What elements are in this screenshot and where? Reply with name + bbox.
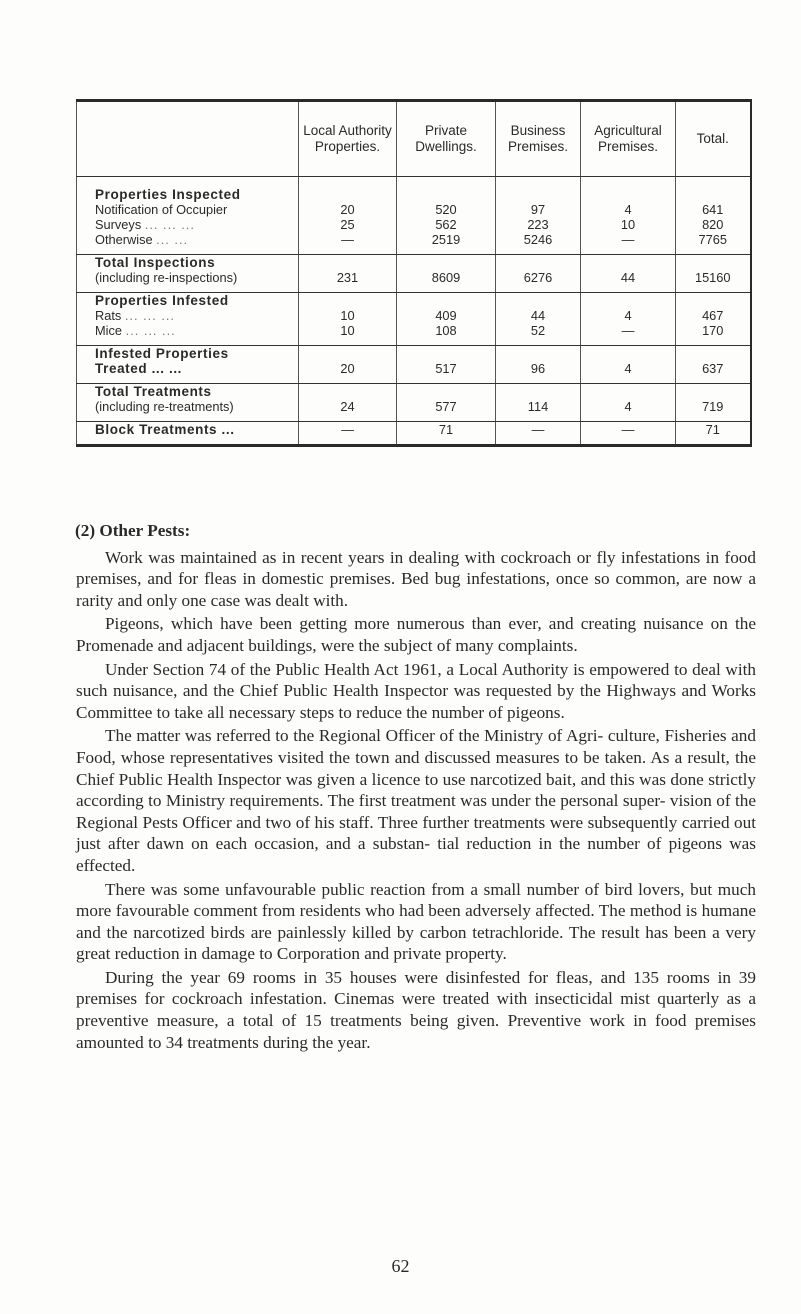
group-title: Infested Properties bbox=[95, 346, 229, 361]
row-label-text: Rats bbox=[95, 308, 122, 323]
cell-value: 15160 bbox=[694, 270, 731, 285]
cell-value: 20 bbox=[340, 202, 355, 217]
value-cell bbox=[397, 293, 496, 346]
cell-value: 8609 bbox=[431, 270, 461, 285]
row-label-cell bbox=[77, 177, 299, 255]
value-cell bbox=[299, 346, 397, 384]
cell-value: — bbox=[531, 422, 545, 437]
cell-value: 96 bbox=[530, 361, 546, 376]
value-cell bbox=[299, 293, 397, 346]
value-cell bbox=[676, 346, 751, 384]
cell-value: 114 bbox=[527, 399, 549, 414]
value-cell bbox=[581, 384, 676, 422]
paragraph: There was some unfavourable public reaction from a small number of bird lovers, but much more favourable comment from residents who had been adversely affected. The method is humane and the narcotized birds are painlessly killed by carbon tetrachloride. The result has been a very great reduction in damage to Corporation and private property. bbox=[76, 879, 756, 964]
paragraph: Pigeons, which have been getting more numerous than ever, and creating nuisance on the Promenade and adjacent buildings, were the subject of many complaints. bbox=[76, 614, 756, 655]
value-cell bbox=[676, 293, 751, 346]
value-cell bbox=[581, 255, 676, 293]
value-cell bbox=[496, 293, 581, 346]
group-title: Total Treatments bbox=[95, 384, 212, 399]
cell-value: 562 bbox=[435, 217, 457, 232]
cell-value: — bbox=[341, 422, 354, 437]
table-row bbox=[77, 255, 751, 293]
cell-value: 24 bbox=[340, 399, 355, 414]
cell-value: 71 bbox=[705, 422, 720, 437]
value-cell bbox=[676, 384, 751, 422]
cell-value: 820 bbox=[702, 217, 724, 232]
column-header: Local Authority Properties. bbox=[299, 101, 397, 177]
cell-value: 10 bbox=[620, 217, 636, 232]
row-label bbox=[95, 202, 294, 217]
row-label-text: (including re-treatments) bbox=[95, 399, 234, 414]
column-header: Total. bbox=[676, 101, 751, 177]
cell-value: 44 bbox=[620, 270, 636, 285]
table-row bbox=[77, 293, 751, 346]
value-cell bbox=[397, 384, 496, 422]
row-label-cell bbox=[77, 346, 299, 384]
group-title: Total Inspections bbox=[95, 255, 216, 270]
paragraph: Under Section 74 of the Public Health Act 1961, a Local Authority is empowered to deal with such nuisance, and the Chief Public Health Inspector was requested by the Highways and Works Committee to take all necessary steps to reduce the number of pigeons. bbox=[76, 659, 756, 722]
value-cell bbox=[581, 293, 676, 346]
column-header: Business Premises. bbox=[496, 101, 581, 177]
cell-value: 520 bbox=[435, 202, 457, 217]
row-label-text: (including re-inspections) bbox=[95, 270, 238, 285]
row-label bbox=[95, 270, 294, 285]
cell-value: 10 bbox=[340, 308, 355, 323]
cell-value: 231 bbox=[336, 270, 359, 285]
paragraph: The matter was referred to the Regional Officer of the Ministry of Agri- culture, Fisheries and Food, whose representatives visited the town and discussed measures to be taken. As a result, the Chief Public Health Inspector was given a licence to use narcotized bait, and this was done strictly according to Ministry requirements. The first treatment was under the personal super- vision of the Regional Pests Officer and two of his staff. Three further treatments were subsequently carried out just after dawn on each occasion, and a substan- tial reduction in the number of pigeons was effected. bbox=[76, 726, 756, 875]
cell-value: 637 bbox=[702, 361, 724, 376]
value-cell bbox=[496, 422, 581, 446]
pest-control-table bbox=[76, 99, 752, 447]
other-pests-section bbox=[76, 520, 756, 1055]
paragraph: Work was maintained as in recent years in dealing with cockroach or fly infestations in food premises, and for fleas in domestic premises. Bed bug infestations, once so common, are now a rarity and only one case was dealt with. bbox=[76, 547, 756, 610]
row-label-cell bbox=[77, 422, 299, 446]
row-label-text: Otherwise bbox=[95, 232, 153, 247]
cell-value: 108 bbox=[435, 323, 457, 338]
cell-value: — bbox=[621, 323, 635, 338]
value-cell bbox=[299, 422, 397, 446]
row-label bbox=[95, 232, 294, 247]
table-row bbox=[77, 177, 751, 255]
pest-control-table-container bbox=[76, 99, 750, 447]
value-cell bbox=[496, 255, 581, 293]
cell-value: 20 bbox=[340, 361, 355, 376]
cell-value: 52 bbox=[530, 323, 546, 338]
cell-value: — bbox=[621, 422, 635, 437]
column-header bbox=[77, 101, 299, 177]
paragraphs bbox=[76, 547, 756, 1054]
dot-leader: ... ... ... bbox=[125, 323, 176, 338]
row-label-text: Notification of Occupier bbox=[95, 202, 228, 217]
dot-leader: ... ... ... bbox=[144, 217, 195, 232]
cell-value: 4 bbox=[624, 399, 632, 414]
cell-value: 71 bbox=[438, 422, 454, 437]
value-cell bbox=[496, 384, 581, 422]
paragraph: During the year 69 rooms in 35 houses were disinfested for fleas, and 135 rooms in 39 premises for cockroach infestation. Cinemas were treated with insecticidal mist quarterly as a preventive measure, a total of 15 treatments being given. Preventive work in food premises amounted to 34 treatments during the year. bbox=[76, 967, 756, 1052]
cell-value: 719 bbox=[702, 399, 724, 414]
value-cell bbox=[299, 384, 397, 422]
value-cell bbox=[496, 177, 581, 255]
cell-value: 2519 bbox=[431, 232, 461, 247]
cell-value: — bbox=[621, 232, 635, 247]
value-cell bbox=[581, 346, 676, 384]
value-cell bbox=[496, 346, 581, 384]
cell-value: 25 bbox=[340, 217, 355, 232]
group-title: Treated ... ... bbox=[95, 361, 183, 376]
section-heading: (2) Other Pests: bbox=[75, 521, 191, 540]
cell-value: 170 bbox=[702, 323, 724, 338]
value-cell bbox=[676, 177, 751, 255]
cell-value: 409 bbox=[435, 308, 457, 323]
column-header: Private Dwellings. bbox=[397, 101, 496, 177]
row-label bbox=[95, 308, 294, 323]
row-label-cell bbox=[77, 384, 299, 422]
table-header-row bbox=[77, 101, 751, 177]
row-label-text: Mice bbox=[95, 323, 123, 338]
cell-value: 97 bbox=[530, 202, 546, 217]
cell-value: 5246 bbox=[523, 232, 553, 247]
value-cell bbox=[676, 422, 751, 446]
value-cell bbox=[397, 255, 496, 293]
cell-value: 7765 bbox=[698, 232, 727, 247]
cell-value: 223 bbox=[527, 217, 549, 232]
cell-value: 467 bbox=[702, 308, 724, 323]
cell-value: 4 bbox=[624, 308, 632, 323]
dot-leader: ... ... ... bbox=[124, 308, 175, 323]
row-label bbox=[95, 217, 294, 232]
dot-leader: ... ... bbox=[156, 232, 189, 247]
cell-value: 6276 bbox=[523, 270, 553, 285]
value-cell bbox=[397, 346, 496, 384]
cell-value: 641 bbox=[702, 202, 724, 217]
group-title: Properties Infested bbox=[95, 293, 229, 308]
value-cell bbox=[581, 422, 676, 446]
cell-value: 517 bbox=[435, 361, 457, 376]
cell-value: 4 bbox=[624, 361, 632, 376]
row-label-cell bbox=[77, 255, 299, 293]
value-cell bbox=[581, 177, 676, 255]
column-header: Agricultural Premises. bbox=[581, 101, 676, 177]
cell-value: 44 bbox=[530, 308, 546, 323]
value-cell bbox=[676, 255, 751, 293]
value-cell bbox=[299, 177, 397, 255]
row-label-cell bbox=[77, 293, 299, 346]
table-row bbox=[77, 422, 751, 446]
value-cell bbox=[397, 422, 496, 446]
group-title: Properties Inspected bbox=[95, 187, 241, 202]
row-label bbox=[95, 323, 294, 338]
cell-value: — bbox=[341, 232, 354, 247]
row-label bbox=[95, 399, 294, 414]
row-label-text: Surveys bbox=[95, 217, 142, 232]
value-cell bbox=[397, 177, 496, 255]
cell-value: 4 bbox=[624, 202, 632, 217]
cell-value: 10 bbox=[340, 323, 355, 338]
table-row bbox=[77, 346, 751, 384]
page-number: 62 bbox=[391, 1256, 410, 1276]
group-title: Block Treatments ... bbox=[95, 422, 235, 437]
value-cell bbox=[299, 255, 397, 293]
table-row bbox=[77, 384, 751, 422]
cell-value: 577 bbox=[435, 399, 457, 414]
